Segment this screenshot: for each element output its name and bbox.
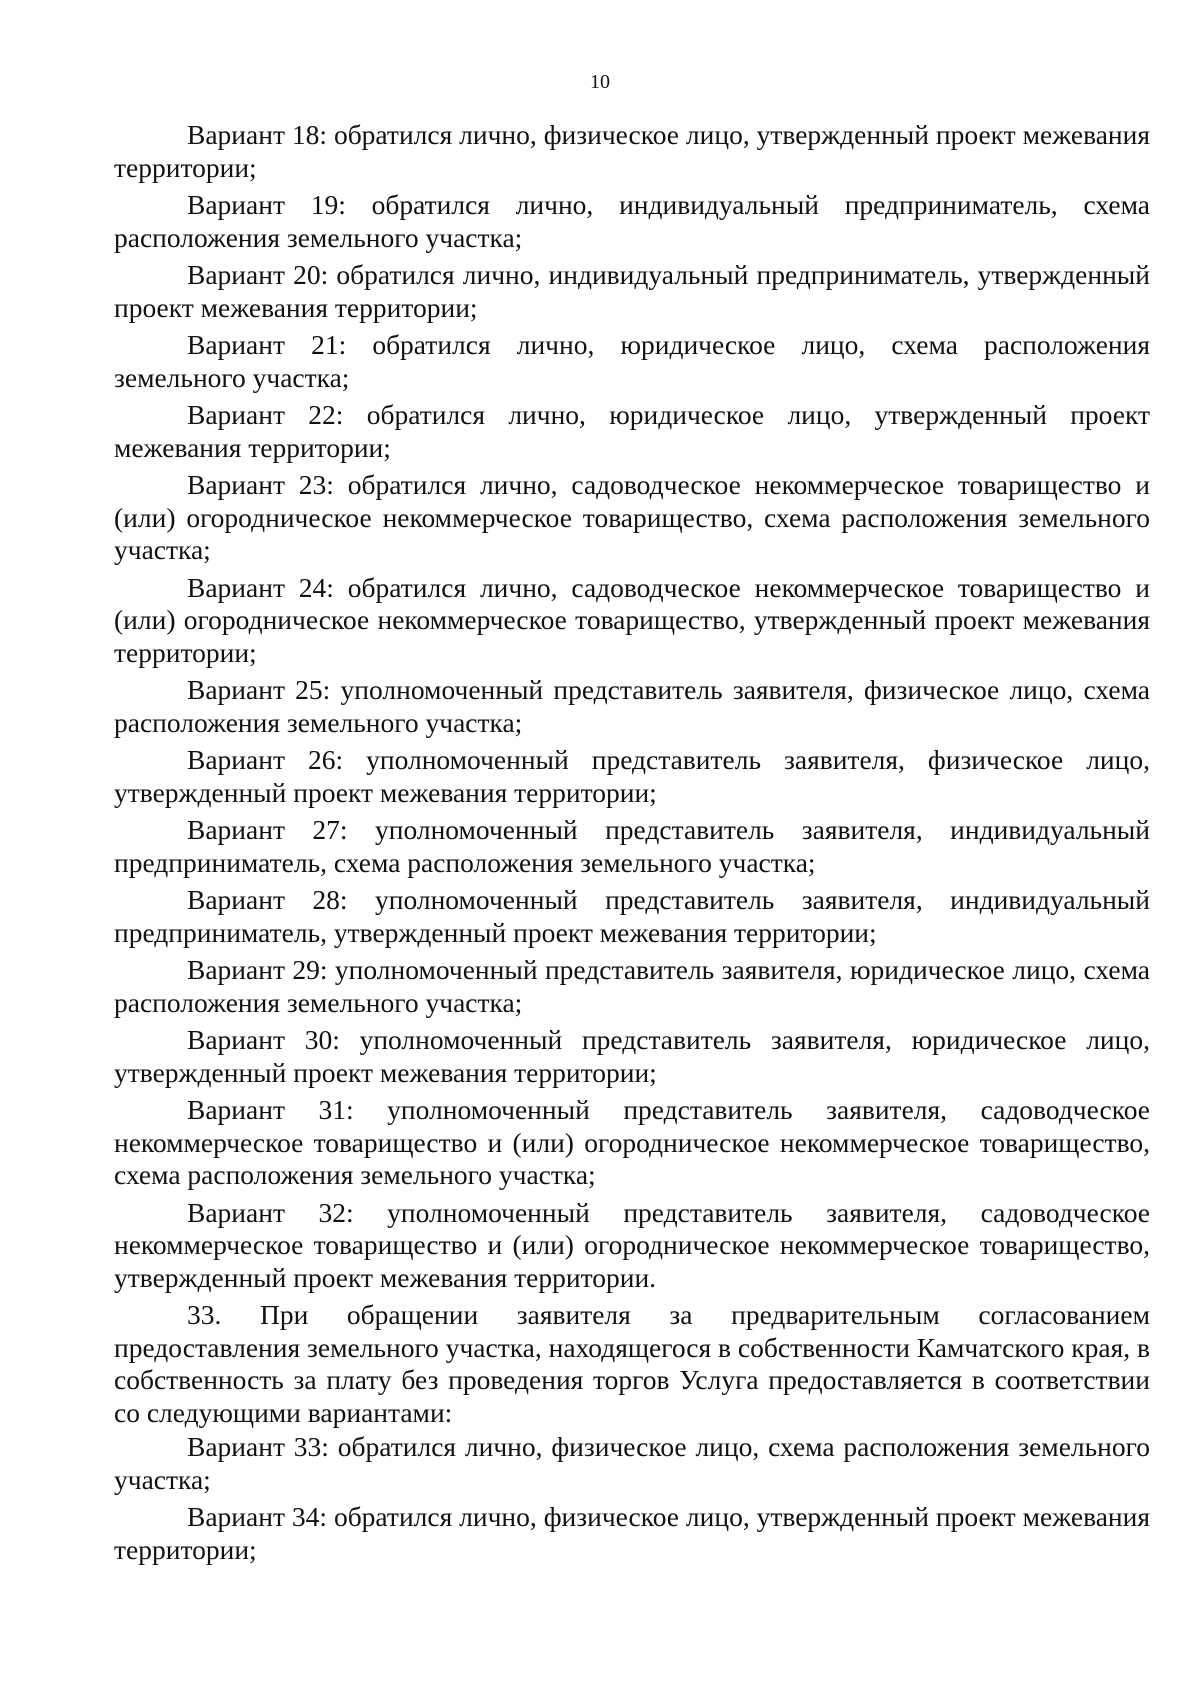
paragraph-variant-21: Вариант 21: обратился лично, юридическое лицо, схема расположения земельного участка; (114, 329, 1150, 393)
paragraph-variant-33: Вариант 33: обратился лично, физическое лицо, схема расположения земельного участка; (114, 1431, 1150, 1495)
paragraph-variant-20: Вариант 20: обратился лично, индивидуальный предприниматель, утвержденный проект межевания территории; (114, 259, 1150, 323)
document-body (114, 119, 1150, 1571)
paragraph-variant-24: Вариант 24: обратился лично, садоводческое некоммерческое товарищество и (или) огородническое некоммерческое товарищество, утвержденный проект межевания территории; (114, 571, 1150, 668)
paragraph-variant-25: Вариант 25: уполномоченный представитель заявителя, физическое лицо, схема расположения земельного участка; (114, 674, 1150, 738)
paragraph-variant-27: Вариант 27: уполномоченный представитель заявителя, индивидуальный предприниматель, схема расположения земельного участка; (114, 814, 1150, 878)
paragraph-variant-23: Вариант 23: обратился лично, садоводческое некоммерческое товарищество и (или) огородническое некоммерческое товарищество, схема расположения земельного участка; (114, 469, 1150, 565)
paragraph-clause-33: 33. При обращении заявителя за предварительным согласованием предоставления земельного участка, находящегося в собственности Камчатского края, в собственность за плату без проведения торгов Услуга предоставляется в соответствии со следующими вариантами: (114, 1299, 1150, 1428)
paragraph-variant-34: Вариант 34: обратился лично, физическое лицо, утвержденный проект межевания территории; (114, 1501, 1150, 1565)
paragraph-variant-31: Вариант 31: уполномоченный представитель заявителя, садоводческое некоммерческое товарищество и (или) огородническое некоммерческое товарищество, схема расположения земельного участка; (114, 1094, 1150, 1190)
paragraph-variant-30: Вариант 30: уполномоченный представитель заявителя, юридическое лицо, утвержденный проект межевания территории; (114, 1024, 1150, 1088)
page-number: 10 (590, 71, 610, 93)
paragraph-variant-22: Вариант 22: обратился лично, юридическое лицо, утвержденный проект межевания территории; (114, 399, 1150, 463)
paragraph-variant-32: Вариант 32: уполномоченный представитель заявителя, садоводческое некоммерческое товарищество и (или) огородническое некоммерческое товарищество, утвержденный проект межевания территории. (114, 1196, 1150, 1293)
paragraph-variant-26: Вариант 26: уполномоченный представитель заявителя, физическое лицо, утвержденный проект межевания территории; (114, 744, 1150, 808)
paragraph-variant-28: Вариант 28: уполномоченный представитель заявителя, индивидуальный предприниматель, утвержденный проект межевания территории; (114, 884, 1150, 948)
paragraph-variant-18: Вариант 18: обратился лично, физическое лицо, утвержденный проект межевания территории; (114, 119, 1150, 183)
paragraph-variant-29: Вариант 29: уполномоченный представитель заявителя, юридическое лицо, схема расположения земельного участка; (114, 954, 1150, 1018)
paragraph-variant-19: Вариант 19: обратился лично, индивидуальный предприниматель, схема расположения земельного участка; (114, 189, 1150, 253)
